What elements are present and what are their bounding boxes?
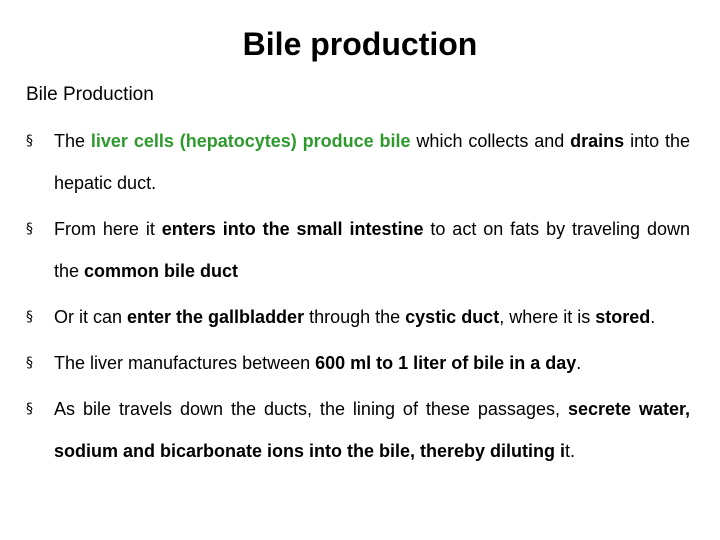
bullet-text-segment: secrete water, sodium and bicarbonate ions into the bile, thereby diluting i — [54, 399, 690, 461]
section-subtitle: Bile Production — [26, 84, 154, 105]
bullet-text — [54, 342, 690, 384]
bullet-item — [26, 342, 690, 384]
bullet-text-segment: , where it is — [499, 307, 596, 327]
bullet-item — [26, 388, 690, 472]
bullet-text-segment: enters into the small intestine — [161, 219, 424, 239]
bullet-text-segment: The — [54, 131, 91, 151]
bullet-marker-icon: § — [26, 133, 33, 149]
bullet-text-segment: . — [151, 173, 157, 193]
bullet-text-segment: drains — [570, 131, 625, 151]
bullet-item — [26, 208, 690, 292]
bullet-marker-icon: § — [26, 355, 33, 371]
bullet-marker-icon: § — [26, 221, 33, 237]
bullet-item — [26, 120, 690, 204]
bullet-text-segment: 600 ml to 1 liter of bile in a day — [315, 353, 577, 373]
bullet-text — [54, 208, 690, 292]
bullet-text-segment: Or it can — [54, 307, 128, 327]
bullet-text-segment: As bile travels down the ducts, the lining of these passages, — [54, 399, 568, 419]
bullet-marker-icon: § — [26, 401, 33, 417]
bullet-list — [26, 120, 690, 476]
bullet-text-segment: . — [576, 353, 582, 373]
bullet-text — [54, 296, 690, 338]
bullet-text-segment: cystic duct — [405, 307, 500, 327]
bullet-item — [26, 296, 690, 338]
page-title: Bile production — [242, 26, 478, 62]
bullet-text-segment: From here it — [54, 219, 162, 239]
bullet-text-segment: which collects and — [410, 131, 571, 151]
bullet-text-segment: to act on fats by traveling down the — [54, 219, 690, 281]
bullet-text-segment: enter the gallbladder — [127, 307, 305, 327]
bullet-text-segment: common bile duct — [84, 261, 239, 281]
bullet-marker-icon: § — [26, 309, 33, 325]
bullet-text-segment: liver cells (hepatocytes) produce bile — [90, 131, 411, 151]
bullet-text — [54, 120, 690, 204]
bullet-text-segment: stored — [595, 307, 651, 327]
bullet-text-segment: . — [650, 307, 656, 327]
bullet-text-segment: The liver manufactures between — [54, 353, 316, 373]
bullet-text — [54, 388, 690, 472]
bullet-text-segment: through the — [304, 307, 406, 327]
bullet-text-segment: t. — [565, 441, 576, 461]
bullet-text-segment: into the hepatic duct — [54, 131, 690, 193]
